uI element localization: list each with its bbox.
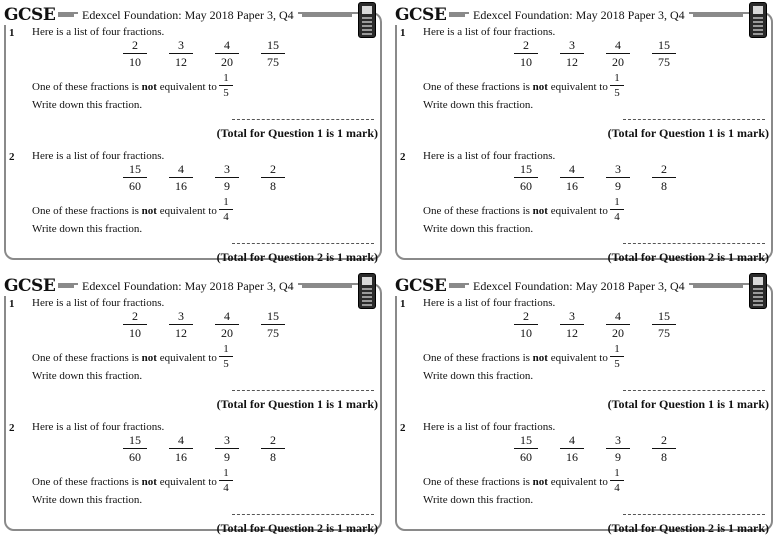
question-intro: Here is a list of four fractions. [423,26,556,38]
fraction-4: 2 8 [652,162,676,193]
question-prompt: One of these fractions is not equivalent to [32,205,217,217]
header-rule [693,14,743,17]
answer-line[interactable] [623,514,765,515]
header-rule [693,285,743,288]
question-instruction: Write down this fraction. [32,370,143,382]
fraction-1: 15 60 [123,162,147,193]
question-number: 2 [9,422,15,434]
question-prompt: One of these fractions is not equivalent to [32,352,217,364]
fraction-3: 4 20 [215,38,239,69]
question-number: 1 [9,298,15,310]
fraction-1: 2 10 [514,38,538,69]
answer-line[interactable] [623,243,765,244]
question-prompt: One of these fractions is not equivalent to [423,205,608,217]
gcse-logo: GCSE [4,276,58,296]
question-card-1 [0,0,386,264]
question-total: (Total for Question 2 is 1 mark) [607,521,769,535]
fraction-2: 3 12 [560,309,584,340]
question-intro: Here is a list of four fractions. [32,421,165,433]
question-prompt: One of these fractions is not equivalent to [423,476,608,488]
fraction-2: 4 16 [560,433,584,464]
question-number: 2 [400,151,406,163]
fraction-2: 4 16 [169,433,193,464]
answer-line[interactable] [232,119,374,120]
gcse-logo: GCSE [4,5,58,25]
question-instruction: Write down this fraction. [32,223,143,235]
paper-reference: Edexcel Foundation: May 2018 Paper 3, Q4 [469,278,689,294]
question-intro: Here is a list of four fractions. [423,297,556,309]
question-card-3 [0,271,386,535]
question-number: 1 [400,298,406,310]
question-number: 1 [9,27,15,39]
question-total: (Total for Question 2 is 1 mark) [607,250,769,264]
question-number: 2 [9,151,15,163]
question-total: (Total for Question 1 is 1 mark) [216,397,378,411]
question-total: (Total for Question 1 is 1 mark) [216,126,378,140]
gcse-logo: GCSE [395,5,449,25]
fraction-3: 3 9 [606,433,630,464]
question-intro: Here is a list of four fractions. [423,421,556,433]
question-intro: Here is a list of four fractions. [32,26,165,38]
question-prompt: One of these fractions is not equivalent to [423,81,608,93]
target-fraction: 1 4 [610,467,624,494]
fraction-1: 2 10 [514,309,538,340]
fraction-3: 4 20 [606,38,630,69]
fraction-1: 15 60 [514,433,538,464]
fraction-1: 15 60 [514,162,538,193]
question-card-4 [391,271,777,535]
question-prompt: One of these fractions is not equivalent to [32,81,217,93]
paper-reference: Edexcel Foundation: May 2018 Paper 3, Q4 [469,7,689,23]
fraction-2: 3 12 [169,38,193,69]
paper-reference: Edexcel Foundation: May 2018 Paper 3, Q4 [78,7,298,23]
fraction-2: 4 16 [560,162,584,193]
question-instruction: Write down this fraction. [423,99,534,111]
question-total: (Total for Question 2 is 1 mark) [216,521,378,535]
fraction-4: 15 75 [652,309,676,340]
question-instruction: Write down this fraction. [32,494,143,506]
fraction-2: 3 12 [169,309,193,340]
question-card-2 [391,0,777,264]
fraction-4: 15 75 [652,38,676,69]
answer-line[interactable] [623,390,765,391]
answer-line[interactable] [232,390,374,391]
paper-reference: Edexcel Foundation: May 2018 Paper 3, Q4 [78,278,298,294]
calculator-icon [749,2,767,38]
fraction-4: 2 8 [261,433,285,464]
fraction-3: 3 9 [215,162,239,193]
fraction-2: 4 16 [169,162,193,193]
fraction-4: 2 8 [652,433,676,464]
question-instruction: Write down this fraction. [423,370,534,382]
fraction-3: 3 9 [215,433,239,464]
question-number: 1 [400,27,406,39]
question-total: (Total for Question 1 is 1 mark) [607,397,769,411]
calculator-icon [749,273,767,309]
question-prompt: One of these fractions is not equivalent to [32,476,217,488]
question-intro: Here is a list of four fractions. [423,150,556,162]
fraction-3: 3 9 [606,162,630,193]
target-fraction: 1 5 [219,343,233,370]
header-rule [302,14,352,17]
question-instruction: Write down this fraction. [32,99,143,111]
fraction-3: 4 20 [606,309,630,340]
answer-line[interactable] [232,514,374,515]
question-total: (Total for Question 1 is 1 mark) [607,126,769,140]
question-intro: Here is a list of four fractions. [32,297,165,309]
question-intro: Here is a list of four fractions. [32,150,165,162]
question-prompt: One of these fractions is not equivalent to [423,352,608,364]
target-fraction: 1 5 [219,72,233,99]
calculator-icon [358,2,376,38]
fraction-2: 3 12 [560,38,584,69]
target-fraction: 1 4 [219,467,233,494]
target-fraction: 1 5 [610,72,624,99]
fraction-1: 15 60 [123,433,147,464]
question-total: (Total for Question 2 is 1 mark) [216,250,378,264]
question-instruction: Write down this fraction. [423,223,534,235]
fraction-4: 15 75 [261,309,285,340]
header-rule [302,285,352,288]
fraction-4: 2 8 [261,162,285,193]
calculator-icon [358,273,376,309]
target-fraction: 1 4 [610,196,624,223]
question-number: 2 [400,422,406,434]
fraction-1: 2 10 [123,38,147,69]
fraction-3: 4 20 [215,309,239,340]
fraction-4: 15 75 [261,38,285,69]
target-fraction: 1 5 [610,343,624,370]
answer-line[interactable] [623,119,765,120]
gcse-logo: GCSE [395,276,449,296]
target-fraction: 1 4 [219,196,233,223]
fraction-1: 2 10 [123,309,147,340]
answer-line[interactable] [232,243,374,244]
question-instruction: Write down this fraction. [423,494,534,506]
